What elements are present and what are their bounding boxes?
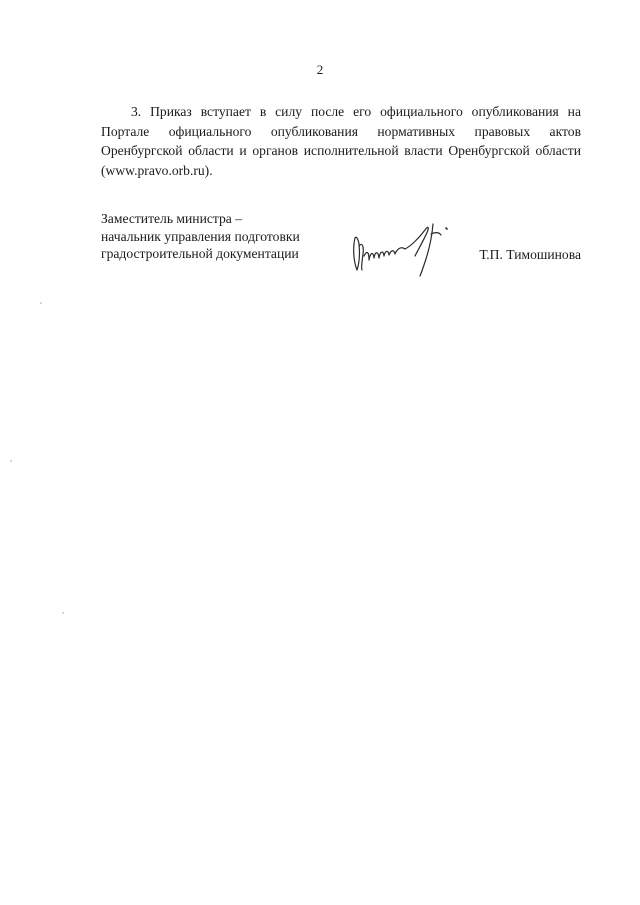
scan-speck [10,460,12,462]
page-number: 2 [316,62,324,77]
signature-block [101,210,581,280]
scan-speck [40,302,42,304]
order-clause-3: 3. Приказ вступает в силу после его официального опубликования на Портале официального опубликования нормативных правовых актов Оренбургской области и органов исполнительной власти Оренбургской области (www.pravo.orb.ru). [101,104,581,178]
signer-position-line-1: Заместитель министра – [101,211,243,226]
signer-position [101,210,300,263]
signer-name: Т.П. Тимошинова [479,247,581,262]
handwritten-signature [349,216,459,278]
signer-position-line-3: градостроительной документации [101,246,299,261]
scan-speck [62,612,64,614]
signer-position-line-2: начальник управления подготовки [101,228,300,244]
